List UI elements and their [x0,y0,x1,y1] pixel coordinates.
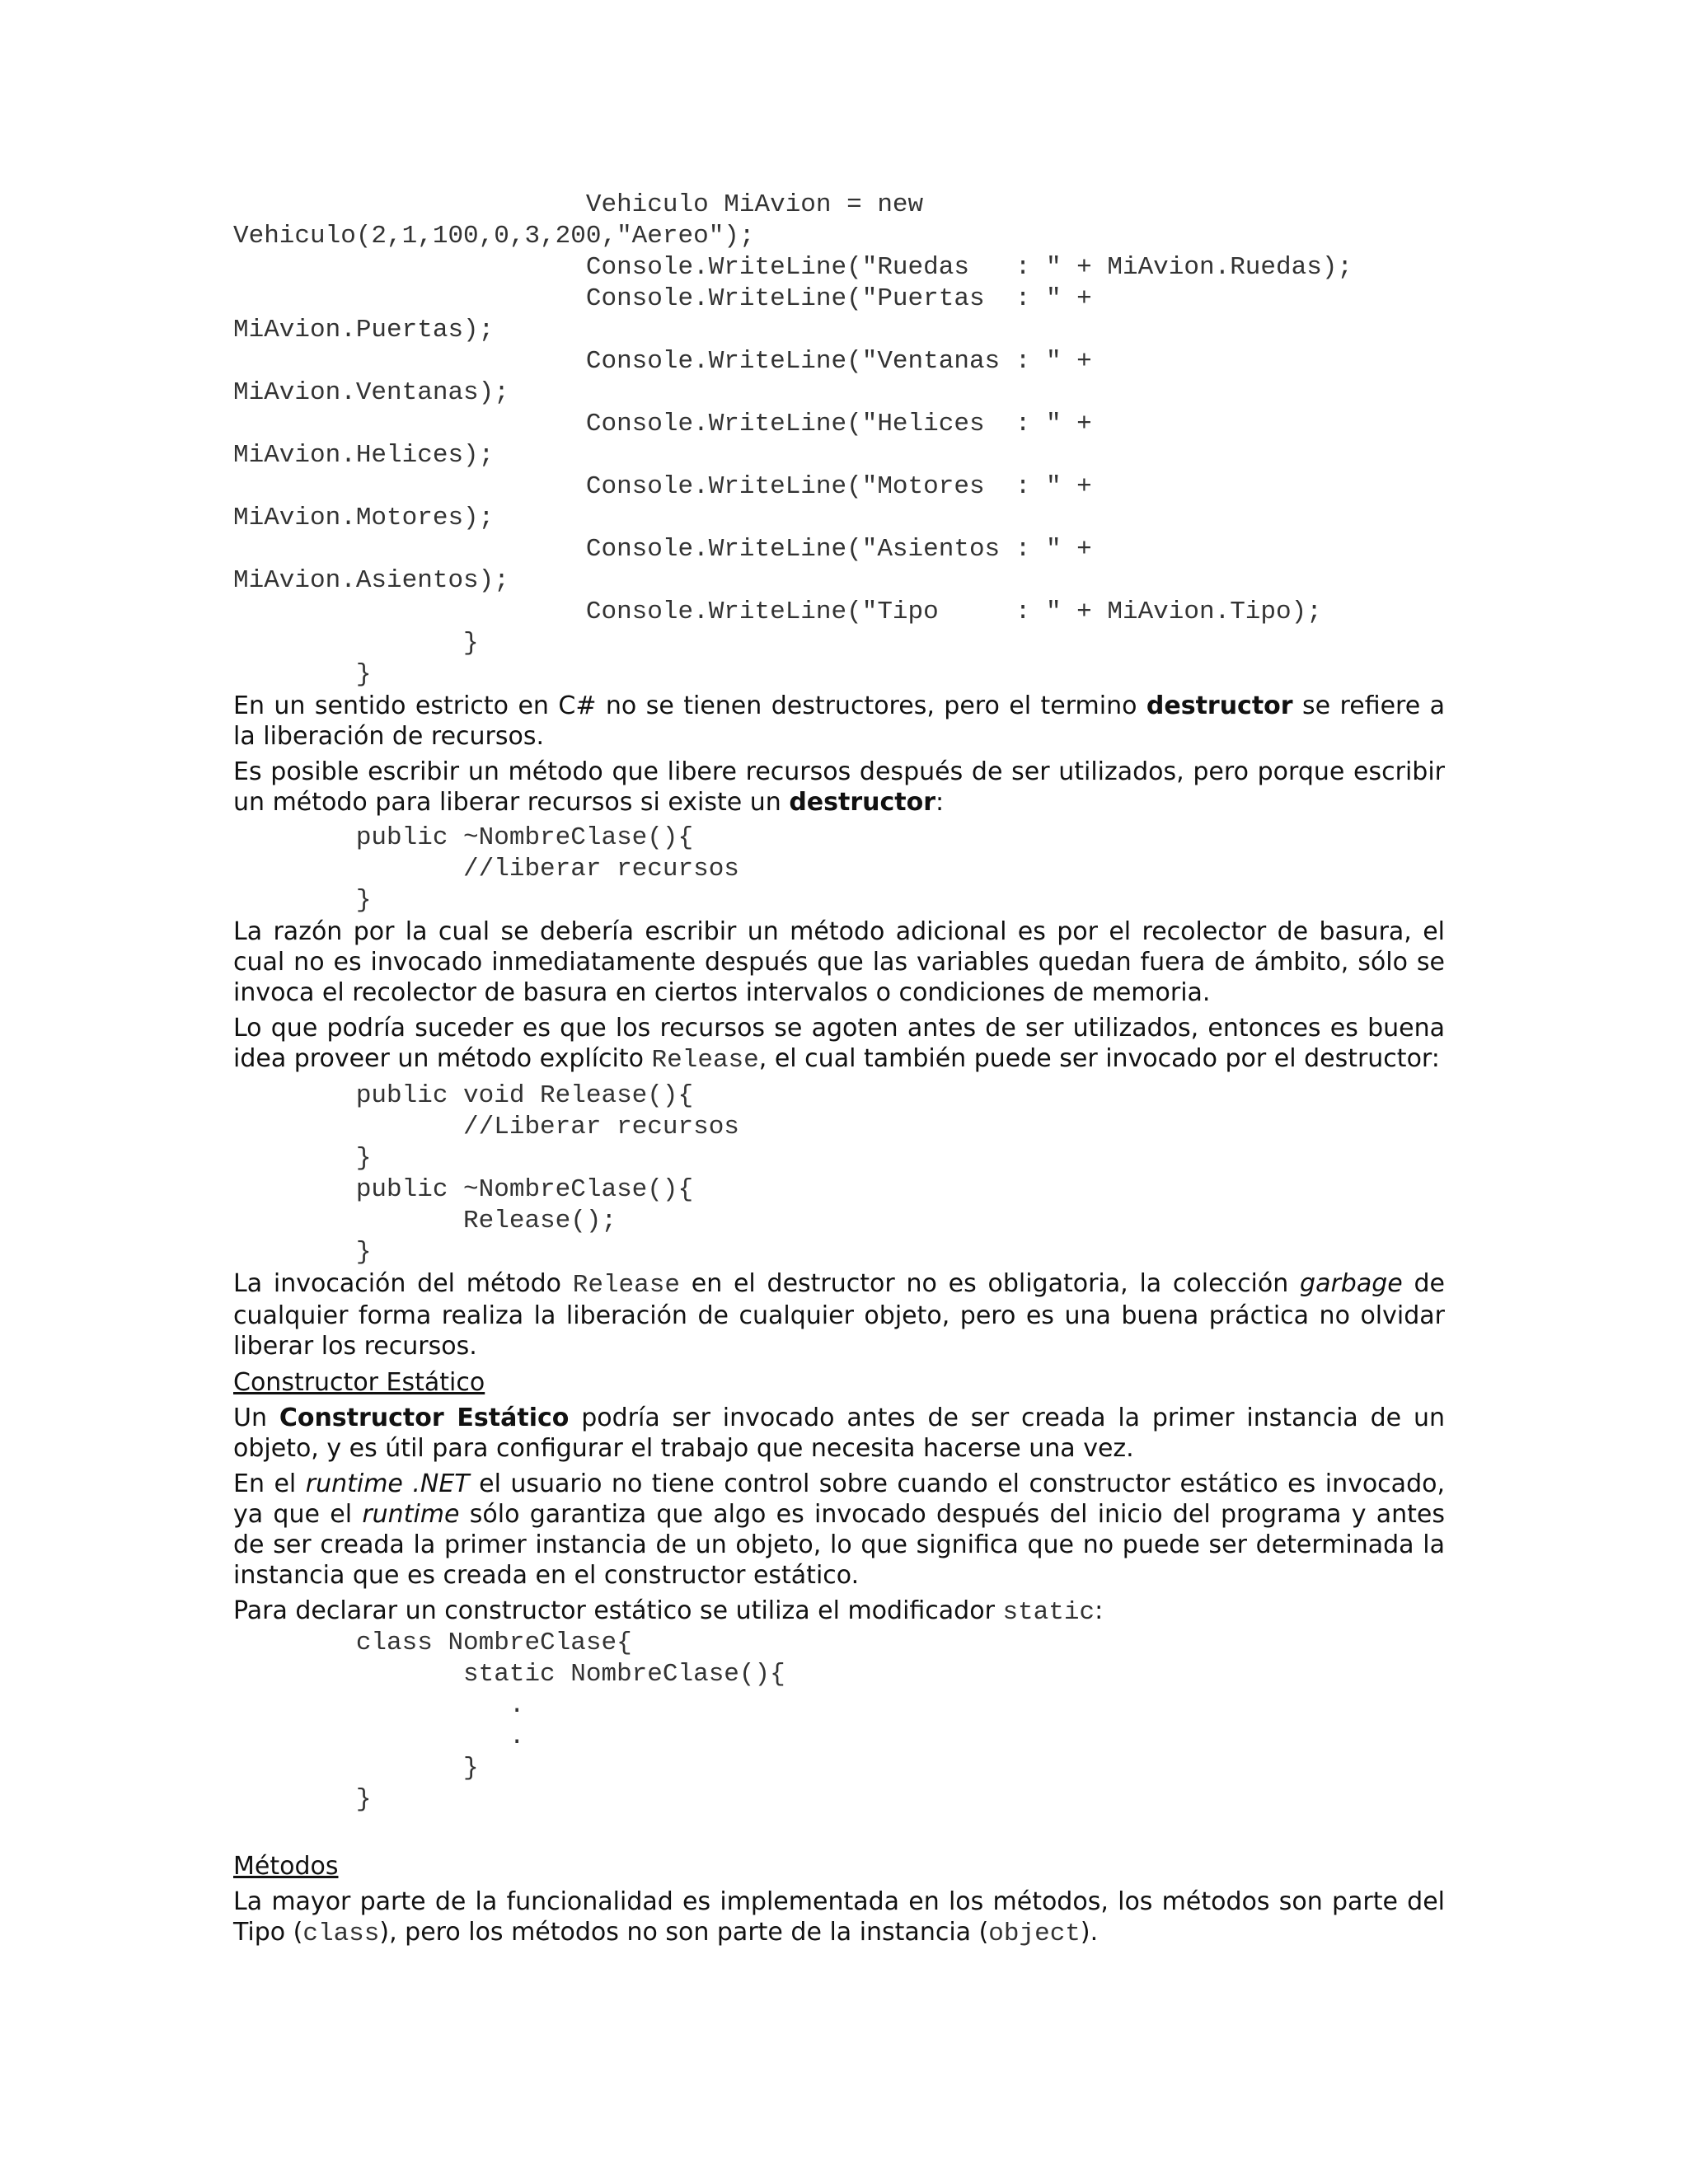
paragraph-destructor-intro: En un sentido estricto en C# no se tienen destructores, pero el termino destructor se refiere a la liberación de recursos. [233,691,1445,751]
paragraph-static-modifier: Para declarar un constructor estático se utiliza el modificador static: [233,1596,1104,1627]
code-line: Console.WriteLine("Ruedas : " + MiAvion.Ruedas); [233,253,1353,282]
bold-destructor-2: destructor [789,788,936,817]
code-line: Console.WriteLine("Tipo : " + MiAvion.Tipo); [233,598,1322,626]
code-line: MiAvion.Puertas); [233,316,495,344]
code-line: public void Release(){ [233,1081,694,1110]
italic-runtime-net: runtime .NET [305,1469,470,1498]
code-line: } [233,1144,372,1173]
code-line: MiAvion.Helices); [233,441,495,470]
code-line: } [233,1238,372,1267]
code-block-static-constructor [233,1628,1445,1816]
code-line: Release(); [233,1207,617,1235]
code-line: Console.WriteLine("Ventanas : " + [233,347,1092,376]
paragraph-invocacion-release: La invocación del método Release en el destructor no es obligatoria, la colección garbage de cualquier forma realiza la liberación de cualquier objeto, pero es una buena práctica no olvidar liberar los recursos. [233,1269,1445,1361]
bold-constructor-estatico: Constructor Estático [279,1404,570,1432]
code-line: } [233,1785,372,1814]
code-line: public ~NombreClase(){ [233,1175,694,1204]
code-line: static NombreClase(){ [233,1660,785,1689]
code-line: MiAvion.Asientos); [233,566,509,595]
paragraph-runtime: En el runtime .NET el usuario no tiene control sobre cuando el constructor estático es invocado, ya que el runtime sólo garantiza que algo es invocado después del inicio del programa y antes de ser creada la primer instancia de un objeto, lo que significa que no puede ser determinada la instancia que es creada en el constructor estático. [233,1469,1446,1590]
italic-garbage: garbage [1300,1269,1403,1298]
code-line: Vehiculo MiAvion = new [233,190,924,219]
paragraph-metodos: La mayor parte de la funcionalidad es implementada en los métodos, los métodos son parte del Tipo (class), pero los métodos no son parte de la instancia (object). [233,1887,1445,1948]
code-line: Console.WriteLine("Helices : " + [233,410,1092,438]
code-line: Console.WriteLine("Motores : " + [233,472,1092,501]
code-line: } [233,660,372,689]
code-line: MiAvion.Motores); [233,504,495,532]
code-line: class NombreClase{ [233,1629,632,1657]
paragraph-release-intro: Lo que podría suceder es que los recursos se agoten antes de ser utilizados, entonces es buena idea proveer un método explícito Release, el cual también puede ser invocado por el destructor: [233,1014,1445,1075]
code-line: } [233,886,372,915]
inline-code-class: class [302,1919,380,1948]
inline-code-static: static [1002,1598,1095,1627]
code-block-destructor [233,823,1445,916]
inline-code-release-2: Release [572,1271,680,1300]
spacer [233,1816,1445,1847]
inline-code-release: Release [651,1046,759,1075]
italic-runtime: runtime [362,1500,460,1529]
heading-metodos: Métodos [233,1852,339,1881]
code-line: } [233,629,479,658]
code-line: Console.WriteLine("Asientos : " + [233,535,1092,564]
code-line: . [233,1722,525,1751]
code-block-vehiculo [233,190,1445,691]
code-line: MiAvion.Ventanas); [233,378,509,407]
document-page [233,190,1445,1954]
inline-code-object: object [988,1919,1081,1948]
code-line: //liberar recursos [233,855,739,883]
code-block-release [233,1080,1445,1268]
code-line: public ~NombreClase(){ [233,823,694,852]
heading-constructor-estatico: Constructor Estático [233,1368,485,1397]
code-line: Console.WriteLine("Puertas : " + [233,284,1092,313]
paragraph-constructor-estatico: Un Constructor Estático podría ser invocado antes de ser creada la primer instancia de un objeto, y es útil para configurar el trabajo que necesita hacerse una vez. [233,1404,1445,1463]
code-line: . [233,1691,525,1720]
code-line: Vehiculo(2,1,100,0,3,200,"Aereo"); [233,222,755,251]
code-line: } [233,1754,479,1783]
code-line: //Liberar recursos [233,1113,739,1141]
bold-destructor: destructor [1146,691,1293,720]
paragraph-recolector: La razón por la cual se debería escribir un método adicional es por el recolector de basura, el cual no es invocado inmediatamente después que las variables quedan fuera de ámbito, sólo se invoca el recolector de basura en ciertos intervalos o condiciones de memoria. [233,917,1445,1007]
paragraph-liberar-recursos: Es posible escribir un método que libere recursos después de ser utilizados, pero porque escribir un método para liberar recursos si existe un destructor: [233,757,1445,817]
